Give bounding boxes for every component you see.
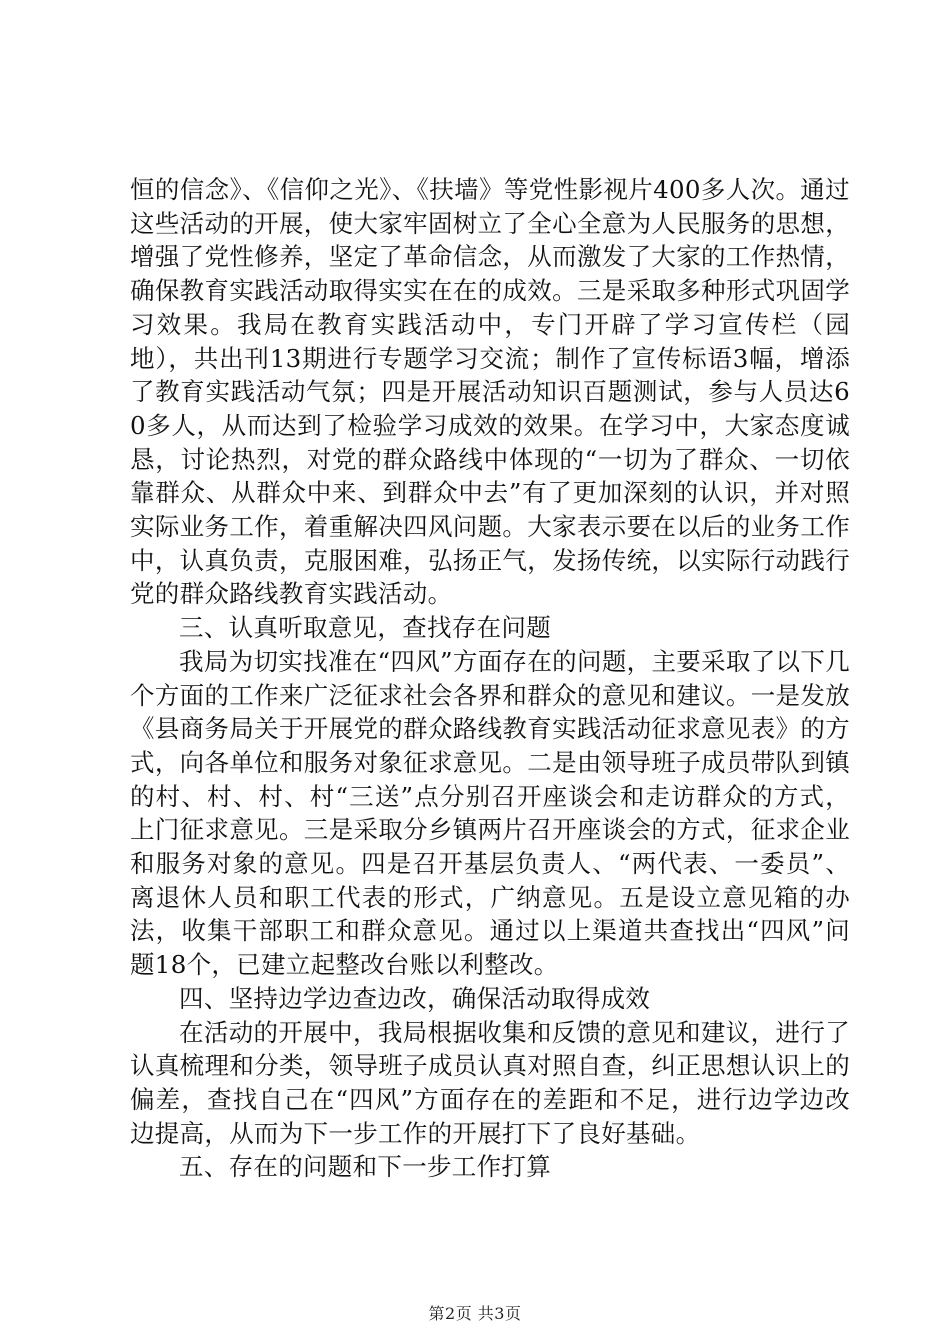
section-heading-5: 五、存在的问题和下一步工作打算	[179, 1152, 551, 1182]
section-heading-3: 三、认真听取意见，查找存在问题	[179, 613, 551, 643]
paragraph-body-3: 在活动的开展中，我局根据收集和反馈的意见和建议，进行了认真梳理和分类，领导班子成员认真对照自查，纠正思想认识上的偏差，查找自己在“四风”方面存在的差距和不足，进行边学边改边提高，从而为下一步工作的开展打下了良好基础。	[130, 1017, 850, 1148]
section-heading-4: 四、坚持边学边查边改，确保活动取得成效	[179, 983, 651, 1013]
document-body	[130, 173, 850, 1184]
paragraph-body-1: 恒的信念》、《信仰之光》、《扶墙》等党性影视片400多人次。通过这些活动的开展，使大家牢固树立了全心全意为人民服务的思想，增强了党性修养，坚定了革命信念，从而激发了大家的工作热情，确保教育实践活动取得实实在在的成效。三是采取多种形式巩固学习效果。我局在教育实践活动中，专门开辟了学习宣传栏（园地），共出刊13期进行专题学习交流；制作了宣传标语3幅，增添了教育实践活动气氛；四是开展活动知识百题测试，参与人员达60多人，从而达到了检验学习成效的效果。在学习中，大家态度诚恳，讨论热烈，对党的群众路线中体现的“一切为了群众、一切依靠群众、从群众中来、到群众中去”有了更加深刻的认识，并对照实际业务工作，着重解决四风问题。大家表示要在以后的业务工作中，认真负责，克服困难，弘扬正气，发扬传统，以实际行动践行党的群众路线教育实践活动。	[130, 175, 850, 609]
page-number-label: 第2页 共3页	[428, 1304, 522, 1323]
paragraph-body-2: 我局为切实找准在“四风”方面存在的问题，主要采取了以下几个方面的工作来广泛征求社会各界和群众的意见和建议。一是发放《县商务局关于开展党的群众路线教育实践活动征求意见表》的方式，向各单位和服务对象征求意见。二是由领导班子成员带队到镇的村、村、村、村“三送”点分别召开座谈会和走访群众的方式，上门征求意见。三是采取分乡镇两片召开座谈会的方式，征求企业和服务对象的意见。四是召开基层负责人、“两代表、一委员”、离退休人员和职工代表的形式，广纳意见。五是设立意见箱的办法，收集干部职工和群众意见。通过以上渠道共查找出“四风”问题18个，已建立起整改台账以利整改。	[130, 646, 850, 980]
page-footer	[0, 1304, 950, 1324]
